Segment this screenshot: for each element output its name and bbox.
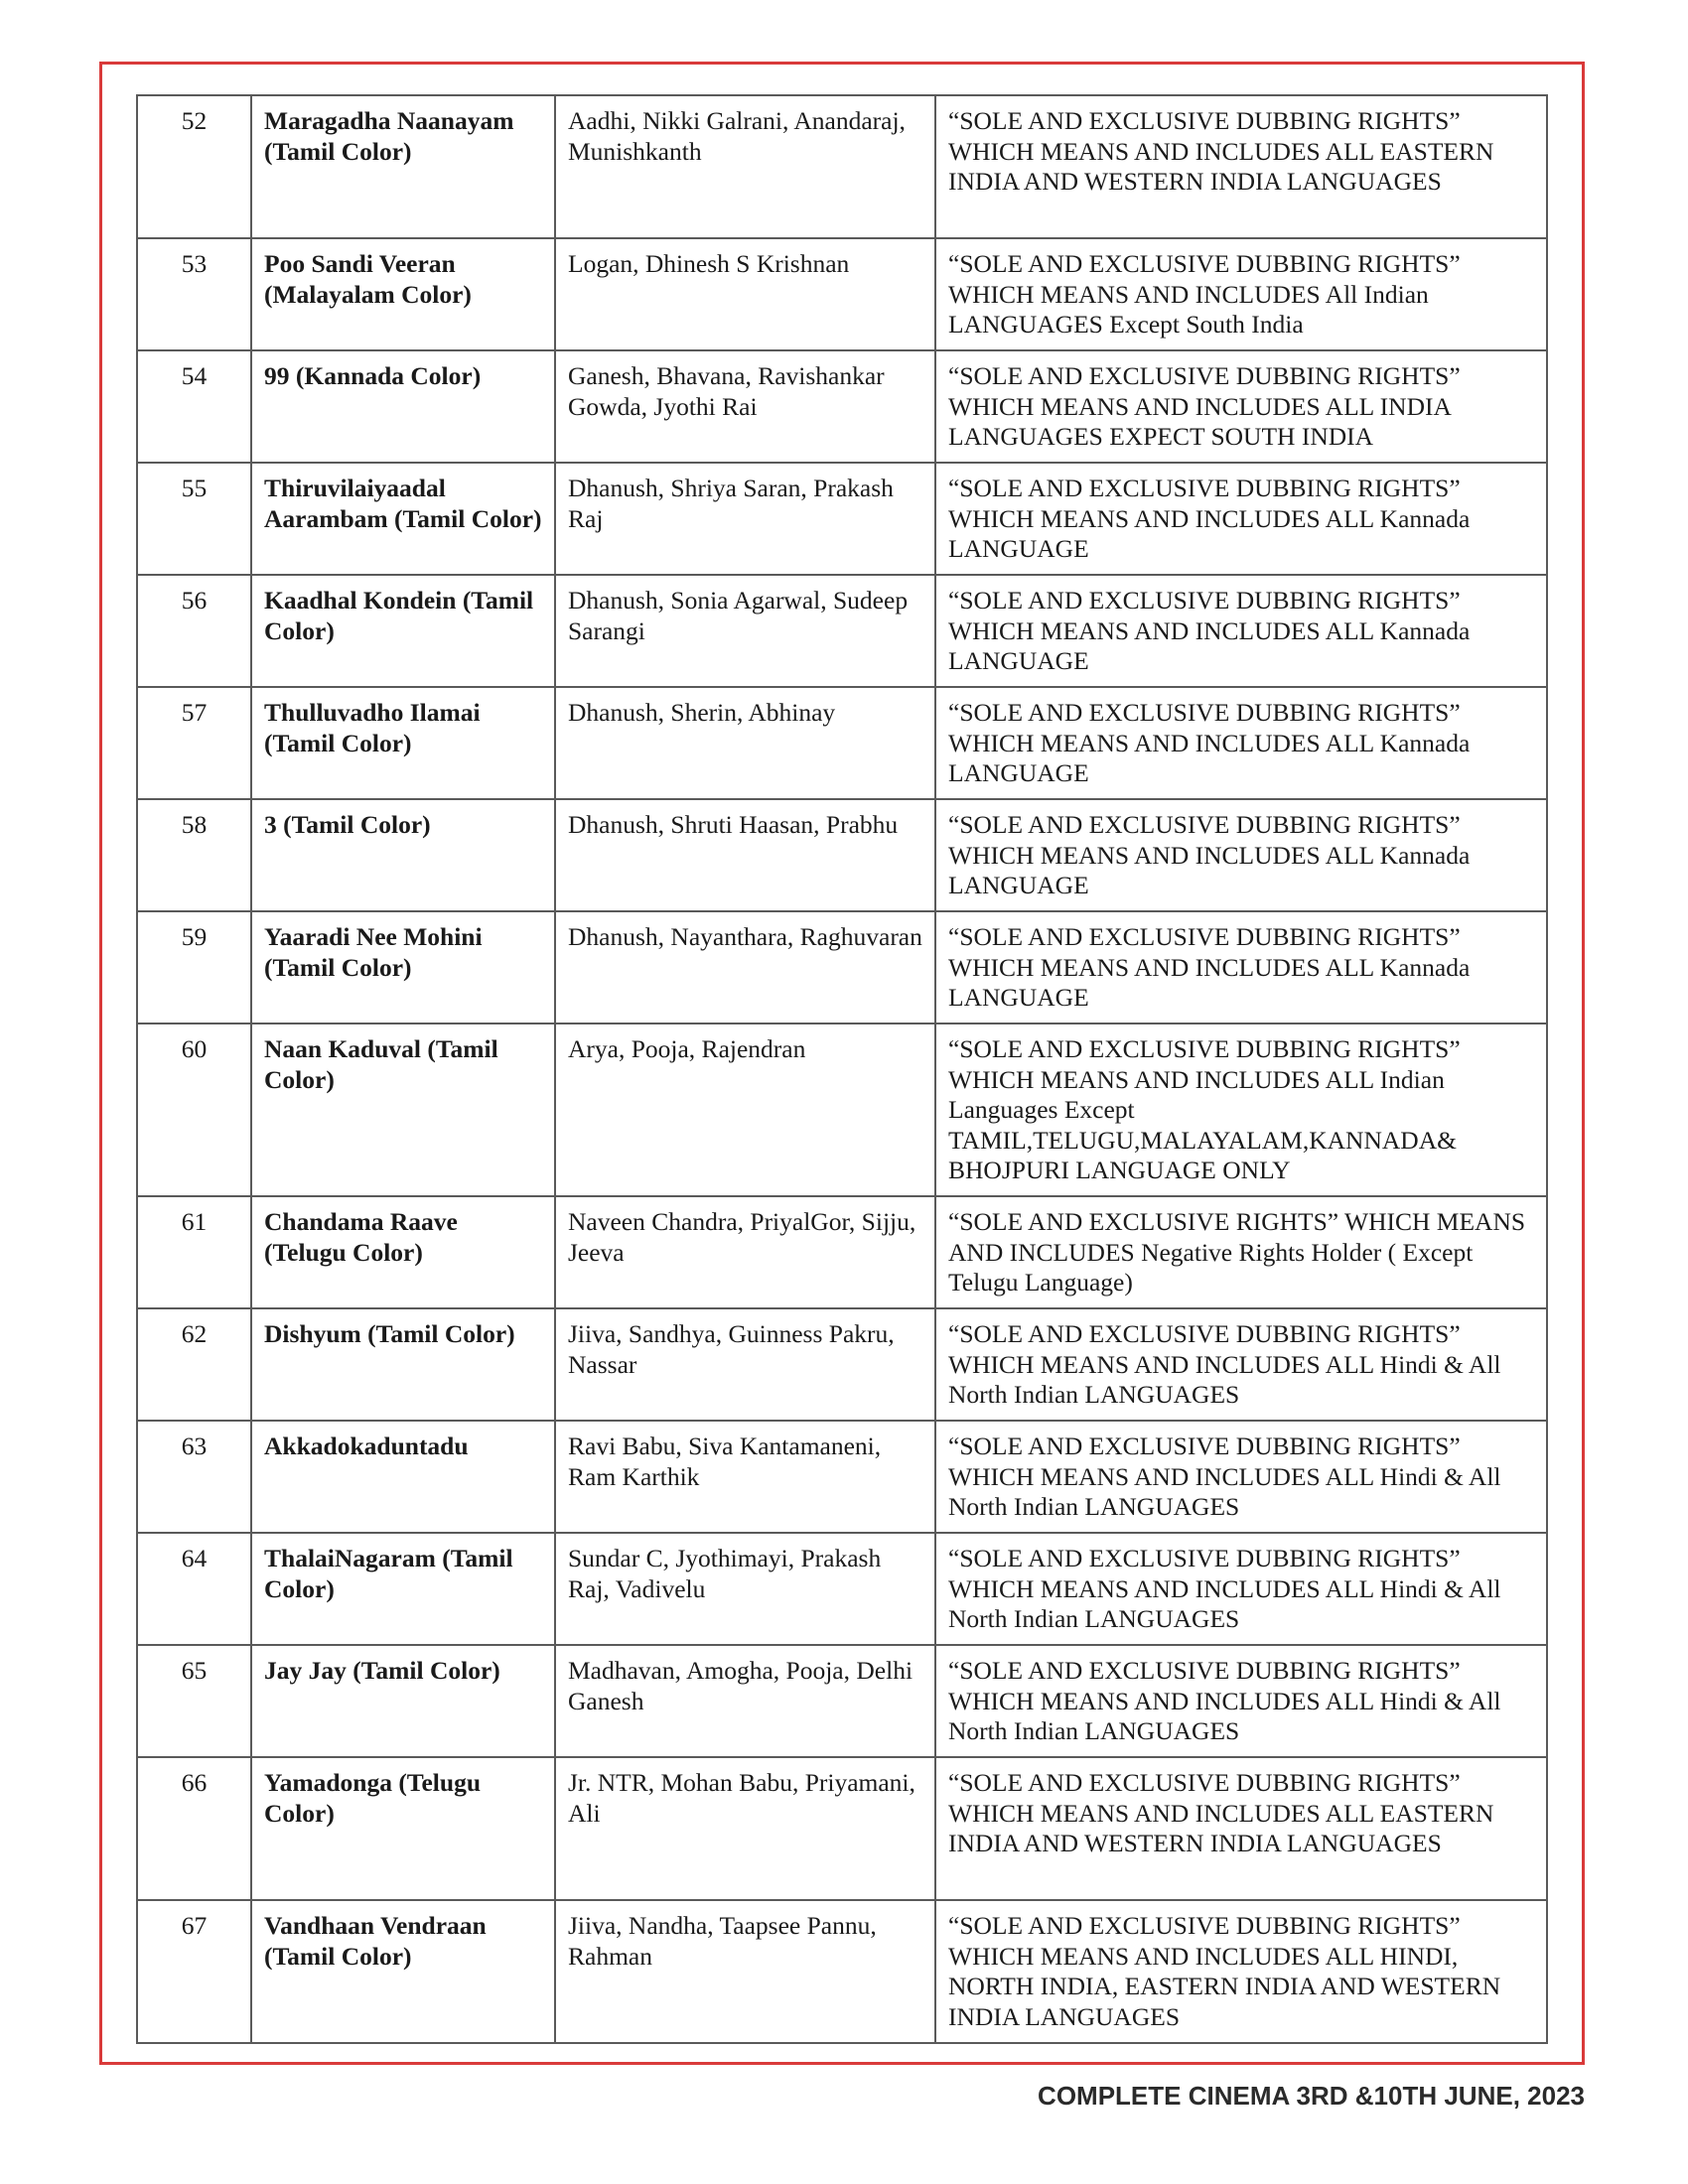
cast-list: Ravi Babu, Siva Kantamaneni, Ram Karthik [555, 1421, 935, 1533]
cast-list: Aadhi, Nikki Galrani, Anandaraj, Munishkanth [555, 95, 935, 238]
film-title: Dishyum (Tamil Color) [251, 1308, 555, 1421]
row-number: 63 [137, 1421, 251, 1533]
rights-description: “SOLE AND EXCLUSIVE DUBBING RIGHTS” WHICH MEANS AND INCLUDES ALL Kannada LANGUAGE [935, 575, 1547, 687]
film-title: Yaaradi Nee Mohini (Tamil Color) [251, 911, 555, 1024]
film-title: Yamadonga (Telugu Color) [251, 1757, 555, 1900]
row-number: 56 [137, 575, 251, 687]
table-row [137, 1533, 1547, 1645]
cast-list: Dhanush, Nayanthara, Raghuvaran [555, 911, 935, 1024]
rights-description: “SOLE AND EXCLUSIVE DUBBING RIGHTS” WHICH MEANS AND INCLUDES ALL Kannada LANGUAGE [935, 463, 1547, 575]
cast-list: Naveen Chandra, PriyalGor, Sijju, Jeeva [555, 1196, 935, 1308]
film-title: Akkadokaduntadu [251, 1421, 555, 1533]
film-title: Thiruvilaiyaadal Aarambam (Tamil Color) [251, 463, 555, 575]
film-title: Vandhaan Vendraan (Tamil Color) [251, 1900, 555, 2043]
table-row [137, 350, 1547, 463]
table-row [137, 799, 1547, 911]
film-title: ThalaiNagaram (Tamil Color) [251, 1533, 555, 1645]
cast-list: Arya, Pooja, Rajendran [555, 1024, 935, 1196]
film-title: Jay Jay (Tamil Color) [251, 1645, 555, 1757]
table-row [137, 1757, 1547, 1900]
table-row [137, 463, 1547, 575]
cast-list: Dhanush, Shriya Saran, Prakash Raj [555, 463, 935, 575]
row-number: 61 [137, 1196, 251, 1308]
footer-publication-line: COMPLETE CINEMA 3RD &10TH JUNE, 2023 [1038, 2081, 1585, 2111]
row-number: 55 [137, 463, 251, 575]
rights-description: “SOLE AND EXCLUSIVE DUBBING RIGHTS” WHICH MEANS AND INCLUDES ALL EASTERN INDIA AND WESTERN INDIA LANGUAGES [935, 1757, 1547, 1900]
cast-list: Madhavan, Amogha, Pooja, Delhi Ganesh [555, 1645, 935, 1757]
table-row [137, 687, 1547, 799]
rights-description: “SOLE AND EXCLUSIVE DUBBING RIGHTS” WHICH MEANS AND INCLUDES ALL Indian Languages Except TAMIL,TELUGU,MALAYALAM,KANNADA& BHOJPURI LANGUAGE ONLY [935, 1024, 1547, 1196]
row-number: 54 [137, 350, 251, 463]
rights-description: “SOLE AND EXCLUSIVE RIGHTS” WHICH MEANS AND INCLUDES Negative Rights Holder ( Except Telugu Language) [935, 1196, 1547, 1308]
cast-list: Sundar C, Jyothimayi, Prakash Raj, Vadivelu [555, 1533, 935, 1645]
film-title: 99 (Kannada Color) [251, 350, 555, 463]
cast-list: Dhanush, Shruti Haasan, Prabhu [555, 799, 935, 911]
cast-list: Dhanush, Sherin, Abhinay [555, 687, 935, 799]
film-title: 3 (Tamil Color) [251, 799, 555, 911]
dubbing-rights-table [136, 94, 1548, 2044]
row-number: 64 [137, 1533, 251, 1645]
rights-description: “SOLE AND EXCLUSIVE DUBBING RIGHTS” WHICH MEANS AND INCLUDES ALL Hindi & All North Indian LANGUAGES [935, 1533, 1547, 1645]
rights-description: “SOLE AND EXCLUSIVE DUBBING RIGHTS” WHICH MEANS AND INCLUDES ALL Kannada LANGUAGE [935, 799, 1547, 911]
row-number: 60 [137, 1024, 251, 1196]
row-number: 65 [137, 1645, 251, 1757]
table-row [137, 1421, 1547, 1533]
rights-description: “SOLE AND EXCLUSIVE DUBBING RIGHTS” WHICH MEANS AND INCLUDES ALL Hindi & All North Indian LANGUAGES [935, 1421, 1547, 1533]
rights-description: “SOLE AND EXCLUSIVE DUBBING RIGHTS” WHICH MEANS AND INCLUDES ALL EASTERN INDIA AND WESTERN INDIA LANGUAGES [935, 95, 1547, 238]
film-title: Chandama Raave (Telugu Color) [251, 1196, 555, 1308]
rights-description: “SOLE AND EXCLUSIVE DUBBING RIGHTS” WHICH MEANS AND INCLUDES ALL INDIA LANGUAGES EXPECT SOUTH INDIA [935, 350, 1547, 463]
cast-list: Dhanush, Sonia Agarwal, Sudeep Sarangi [555, 575, 935, 687]
row-number: 58 [137, 799, 251, 911]
film-title: Maragadha Naanayam (Tamil Color) [251, 95, 555, 238]
table-row [137, 1024, 1547, 1196]
row-number: 52 [137, 95, 251, 238]
film-title: Naan Kaduval (Tamil Color) [251, 1024, 555, 1196]
rights-description: “SOLE AND EXCLUSIVE DUBBING RIGHTS” WHICH MEANS AND INCLUDES ALL HINDI, NORTH INDIA, EASTERN INDIA AND WESTERN INDIA LANGUAGES [935, 1900, 1547, 2043]
rights-description: “SOLE AND EXCLUSIVE DUBBING RIGHTS” WHICH MEANS AND INCLUDES ALL Hindi & All North Indian LANGUAGES [935, 1645, 1547, 1757]
table-row [137, 95, 1547, 238]
cast-list: Ganesh, Bhavana, Ravishankar Gowda, Jyothi Rai [555, 350, 935, 463]
row-number: 53 [137, 238, 251, 350]
row-number: 66 [137, 1757, 251, 1900]
cast-list: Jr. NTR, Mohan Babu, Priyamani, Ali [555, 1757, 935, 1900]
rights-description: “SOLE AND EXCLUSIVE DUBBING RIGHTS” WHICH MEANS AND INCLUDES ALL Kannada LANGUAGE [935, 687, 1547, 799]
film-title: Thulluvadho Ilamai (Tamil Color) [251, 687, 555, 799]
table-row [137, 238, 1547, 350]
table-row [137, 1900, 1547, 2043]
row-number: 62 [137, 1308, 251, 1421]
rights-description: “SOLE AND EXCLUSIVE DUBBING RIGHTS” WHICH MEANS AND INCLUDES ALL Kannada LANGUAGE [935, 911, 1547, 1024]
film-title: Poo Sandi Veeran (Malayalam Color) [251, 238, 555, 350]
table-body [137, 95, 1547, 2043]
rights-description: “SOLE AND EXCLUSIVE DUBBING RIGHTS” WHICH MEANS AND INCLUDES All Indian LANGUAGES Except South India [935, 238, 1547, 350]
table-row [137, 1196, 1547, 1308]
row-number: 57 [137, 687, 251, 799]
cast-list: Logan, Dhinesh S Krishnan [555, 238, 935, 350]
cast-list: Jiiva, Nandha, Taapsee Pannu, Rahman [555, 1900, 935, 2043]
table-row [137, 575, 1547, 687]
table-row [137, 911, 1547, 1024]
film-title: Kaadhal Kondein (Tamil Color) [251, 575, 555, 687]
table-row [137, 1308, 1547, 1421]
rights-description: “SOLE AND EXCLUSIVE DUBBING RIGHTS” WHICH MEANS AND INCLUDES ALL Hindi & All North Indian LANGUAGES [935, 1308, 1547, 1421]
row-number: 59 [137, 911, 251, 1024]
cast-list: Jiiva, Sandhya, Guinness Pakru, Nassar [555, 1308, 935, 1421]
row-number: 67 [137, 1900, 251, 2043]
table-row [137, 1645, 1547, 1757]
